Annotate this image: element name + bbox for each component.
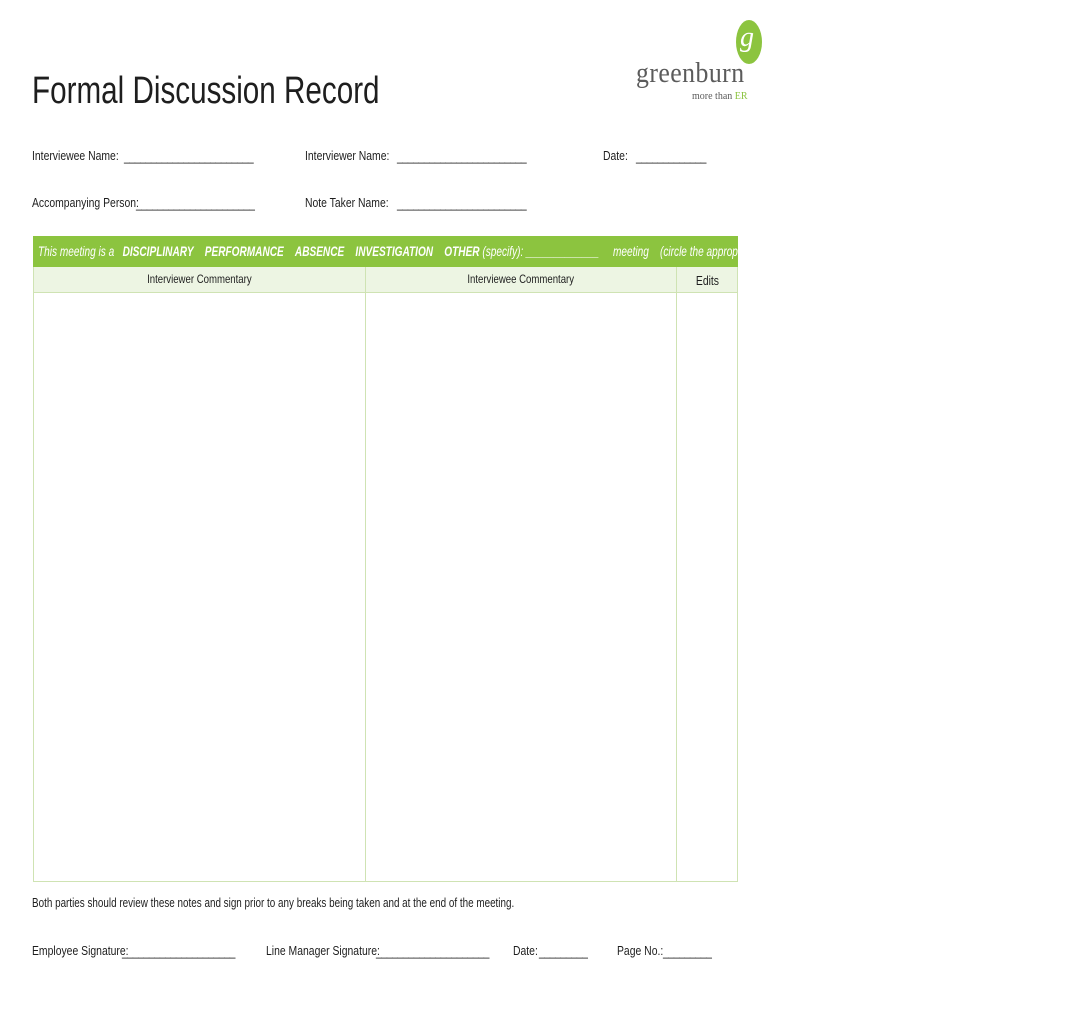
logo-wordmark: greenburn (636, 58, 745, 89)
accompanying-person-field[interactable]: ______________________ (136, 196, 255, 211)
banner-specify-field[interactable]: _____________ (526, 243, 599, 259)
edits-cell[interactable] (676, 292, 739, 881)
page-number-label: Page No.: (617, 943, 664, 958)
option-disciplinary[interactable]: DISCIPLINARY (122, 243, 194, 259)
banner-prefix: This meeting is a (38, 243, 115, 259)
note-taker-name-field[interactable]: ________________________ (397, 196, 527, 211)
option-other[interactable]: OTHER (444, 243, 480, 259)
page-number-field[interactable]: _________ (663, 944, 712, 959)
interviewee-commentary-cell[interactable] (365, 292, 676, 881)
footer-date-label: Date: (513, 943, 538, 958)
banner-specify: (specify): (482, 243, 524, 259)
edits-header: Edits (695, 273, 720, 288)
note-taker-name-label: Note Taker Name: (305, 195, 389, 210)
interviewer-name-label: Interviewer Name: (305, 148, 390, 163)
banner-hint: (circle the appropriate option) (660, 243, 792, 259)
employee-signature-label: Employee Signature: (32, 943, 129, 958)
interviewee-name-label: Interviewee Name: (32, 148, 119, 163)
line-manager-signature-label: Line Manager Signature: (266, 943, 380, 958)
interviewee-name-field[interactable]: ________________________ (124, 149, 254, 164)
logo-monogram: g (740, 22, 754, 53)
line-manager-signature-field[interactable]: _____________________ (376, 944, 490, 959)
option-performance[interactable]: PERFORMANCE (204, 243, 284, 259)
interviewer-name-field[interactable]: ________________________ (397, 149, 527, 164)
review-notice: Both parties should review these notes and sign prior to any breaks being taken and at the end of the meeting. (32, 895, 515, 910)
option-investigation[interactable]: INVESTIGATION (355, 243, 434, 259)
date-field[interactable]: _____________ (636, 149, 706, 164)
interviewee-commentary-header: Interviewee Commentary (467, 272, 574, 286)
employee-signature-field[interactable]: _____________________ (122, 944, 236, 959)
logo-tagline: more than ER (692, 91, 748, 102)
option-absence[interactable]: ABSENCE (294, 243, 345, 259)
accompanying-person-label: Accompanying Person: (32, 195, 139, 210)
interviewer-commentary-header: Interviewer Commentary (147, 272, 252, 286)
page-title: Formal Discussion Record (32, 70, 380, 112)
meeting-type-text (38, 243, 1084, 259)
interviewer-commentary-cell[interactable] (34, 292, 365, 881)
date-label: Date: (603, 148, 628, 163)
footer-date-field[interactable]: _________ (539, 944, 588, 959)
commentary-table (33, 267, 738, 882)
banner-suffix: meeting (612, 243, 649, 259)
